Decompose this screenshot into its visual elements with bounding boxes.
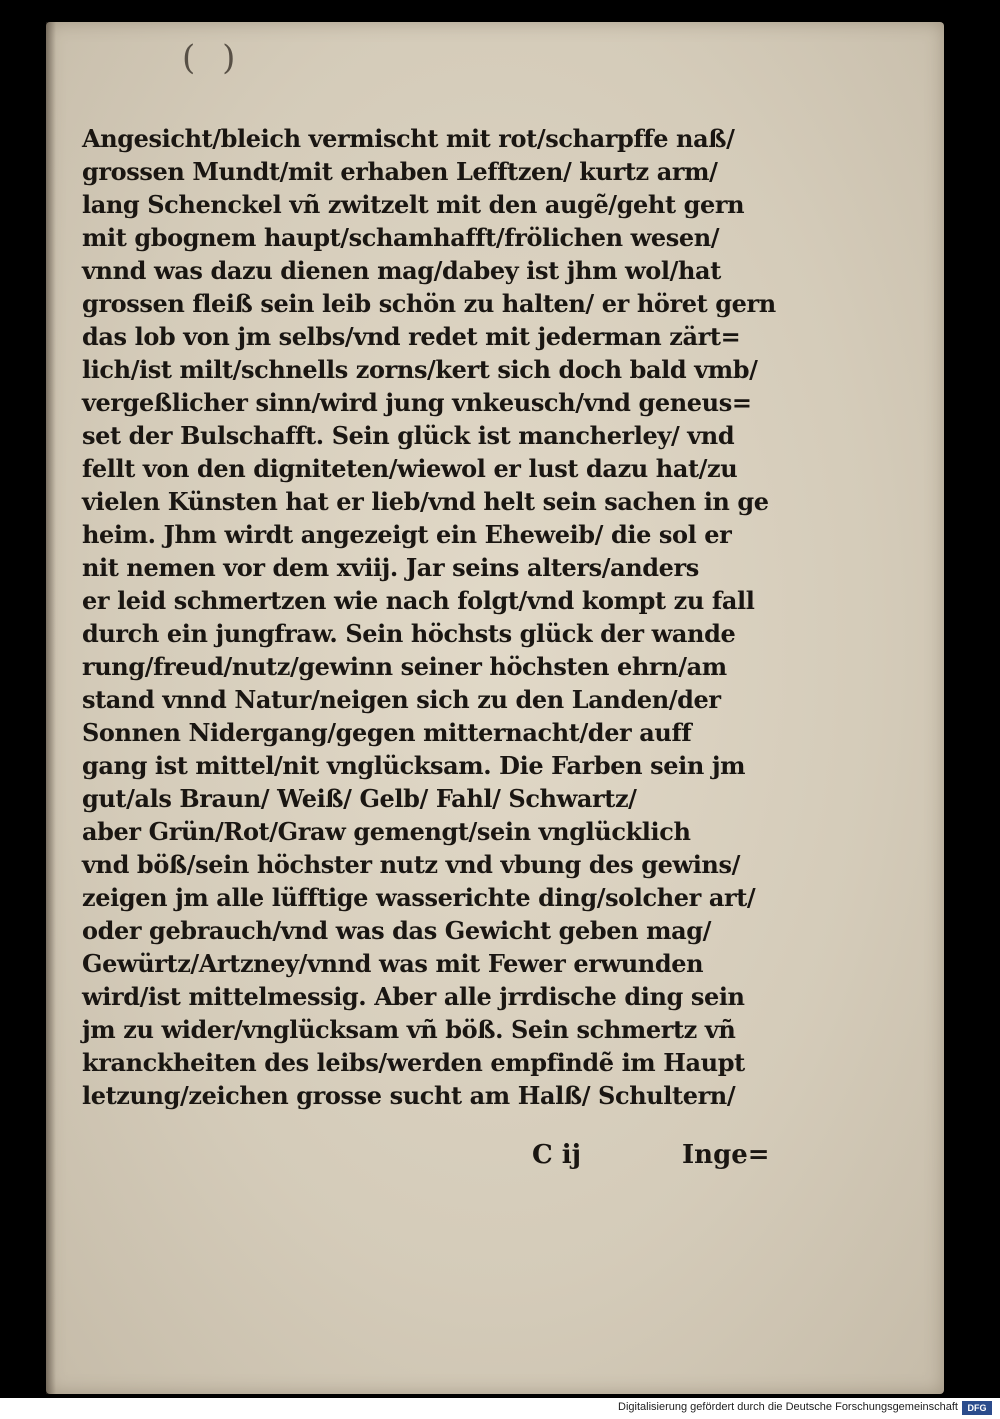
- text-line: Angesicht/bleich vermischt mit rot/scharpffe naß/: [82, 124, 735, 153]
- text-line: grossen Mundt/mit erhaben Lefftzen/ kurtz arm/: [82, 157, 718, 186]
- text-line: vnd böß/sein höchster nutz vnd vbung des gewins/: [82, 850, 740, 879]
- funding-notice: Digitalisierung gefördert durch die Deutsche Forschungsgemeinschaft: [618, 1401, 958, 1413]
- text-line: vielen Künsten hat er lieb/vnd helt sein sachen in ge: [82, 487, 769, 516]
- text-line: fellt von den digniteten/wiewol er lust dazu hat/zu: [82, 454, 738, 483]
- text-line: gang ist mittel/nit vnglücksam. Die Farben sein jm: [82, 751, 746, 780]
- text-line: Gewürtz/Artzney/vnnd was mit Fewer erwunden: [82, 949, 704, 978]
- footer-bar: [0, 1398, 1000, 1419]
- text-line: oder gebrauch/vnd was das Gewicht geben mag/: [82, 916, 712, 945]
- text-line: das lob von jm selbs/vnd redet mit jederman zärt=: [82, 322, 741, 351]
- text-line: grossen fleiß sein leib schön zu halten/ er höret gern: [82, 289, 776, 318]
- text-line: set der Bulschafft. Sein glück ist mancherley/ vnd: [82, 421, 735, 450]
- text-line: Sonnen Nidergang/gegen mitternacht/der auff: [82, 718, 692, 747]
- dfg-logo: DFG: [962, 1401, 992, 1415]
- text-line: aber Grün/Rot/Graw gemengt/sein vnglücklich: [82, 817, 691, 846]
- page-binding-shadow: [46, 22, 56, 1394]
- text-line: jm zu wider/vnglücksam vñ böß. Sein schmertz vñ: [82, 1015, 736, 1044]
- text-line: er leid schmertzen wie nach folgt/vnd kompt zu fall: [82, 586, 755, 615]
- text-line: lang Schenckel vñ zwitzelt mit den augẽ/geht gern: [82, 190, 745, 219]
- text-line: lich/ist milt/schnells zorns/kert sich doch bald vmb/: [82, 355, 758, 384]
- text-line: mit gbognem haupt/schamhafft/frölichen wesen/: [82, 223, 720, 252]
- text-line: nit nemen vor dem xviij. Jar seins alters/anders: [82, 553, 699, 582]
- text-line: heim. Jhm wirdt angezeigt ein Eheweib/ die sol er: [82, 520, 732, 549]
- text-line: rung/freud/nutz/gewinn seiner höchsten ehrn/am: [82, 652, 727, 681]
- text-line: wird/ist mittelmessig. Aber alle jrrdische ding sein: [82, 982, 745, 1011]
- text-line: kranckheiten des leibs/werden empfindẽ im Haupt: [82, 1048, 745, 1077]
- page-corner-mark: ( ): [182, 38, 244, 78]
- text-line: stand vnnd Natur/neigen sich zu den Landen/der: [82, 685, 721, 714]
- text-line: vnnd was dazu dienen mag/dabey ist jhm wol/hat: [82, 256, 721, 285]
- page-text-block: [82, 122, 782, 1112]
- text-line: zeigen jm alle lüfftige wasserichte ding/solcher art/: [82, 883, 756, 912]
- text-line: letzung/zeichen grosse sucht am Halß/ Schultern/: [82, 1081, 736, 1110]
- text-line: vergeßlicher sinn/wird jung vnkeusch/vnd geneus=: [82, 388, 752, 417]
- text-line: durch ein jungfraw. Sein höchsts glück der wande: [82, 619, 736, 648]
- signature-line: [82, 1140, 782, 1180]
- signature-mark: C ij: [532, 1140, 582, 1170]
- text-line: gut/als Braun/ Weiß/ Gelb/ Fahl/ Schwartz/: [82, 784, 637, 813]
- catchword: Inge=: [682, 1140, 770, 1170]
